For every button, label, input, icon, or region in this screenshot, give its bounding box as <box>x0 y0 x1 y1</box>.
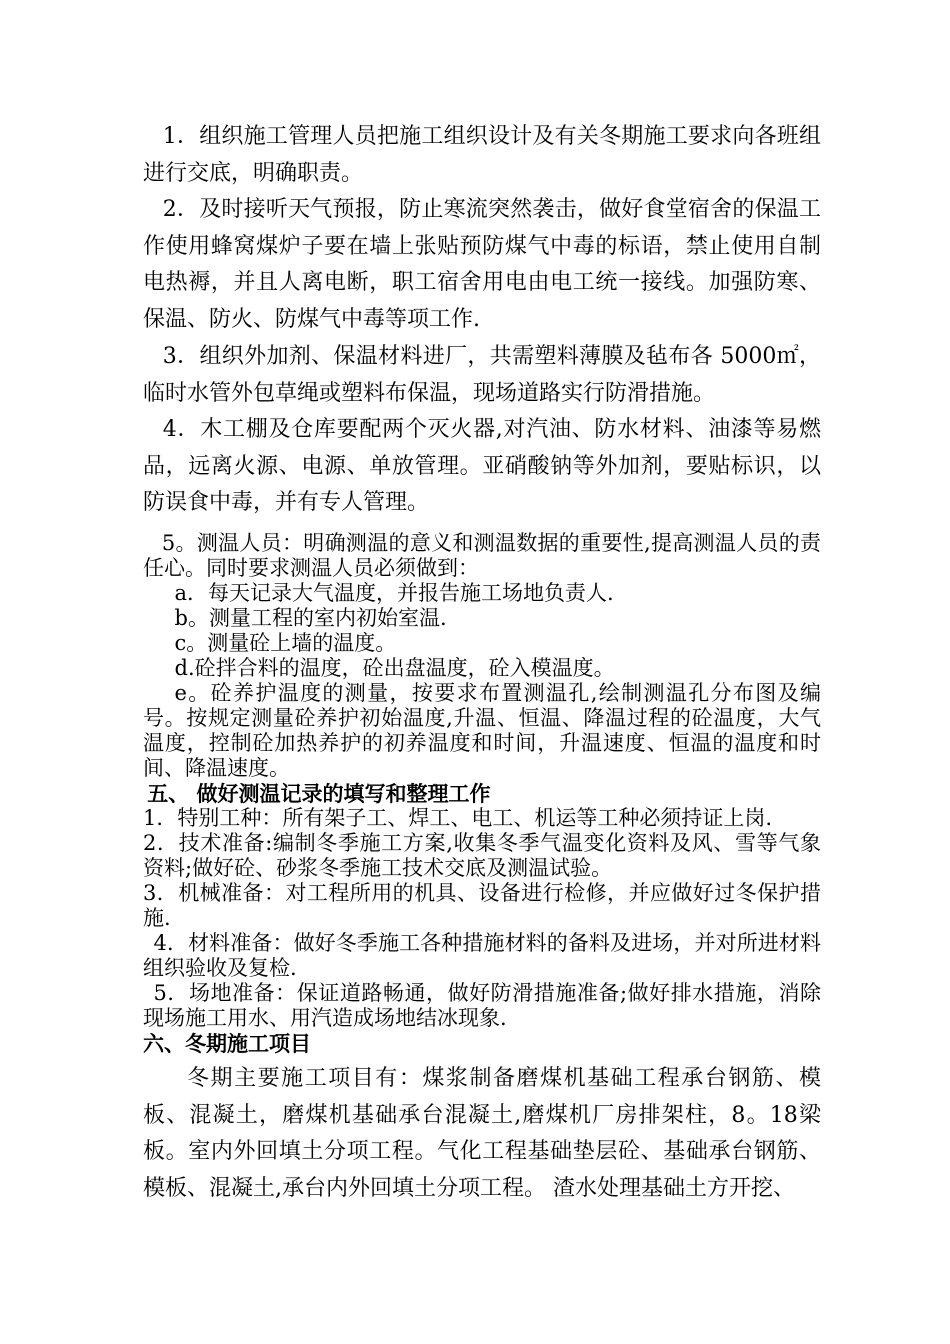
sub-item-c: c。测量砼上墙的温度。 <box>174 631 397 655</box>
paragraph-2: 2．及时接听天气预报，防止寒流突然袭击，做好食堂宿舍的保温工作使用蜂窝煤炉子要在墙上张贴预防煤气中毒的标语，禁止使用自制电热褥，并且人离电断，职工宿舍用电由电工统一接线。加强防寒、保温、防火、防煤气中毒等项工作. <box>143 197 821 332</box>
sub-item-b: b。测量工程的室内初始室温. <box>174 606 447 630</box>
prep-item-1: 1．特别工种：所有架子工、焊工、电工、机运等工种必须持证上岗. <box>143 806 773 830</box>
paragraph-3: 3．组织外加剂、保温材料进厂，共需塑料薄膜及毡布各 5000㎡，临时水管外包草绳或塑料布保温，现场道路实行防滑措施。 <box>143 344 821 406</box>
prep-item-2: 2．技术准备:编制冬季施工方案,收集冬季气温变化资料及风、雪等气象资料;做好砼、砂浆冬季施工技术交底及测温试验。 <box>143 831 821 880</box>
prep-item-4: 4．材料准备：做好冬季施工各种措施材料的备料及进场，并对所进材料组织验收及复检. <box>143 931 821 980</box>
sub-item-a: a．每天记录大气温度，并报告施工场地负责人. <box>174 581 614 605</box>
section-heading-6: 六、冬期施工项目 <box>143 1031 311 1056</box>
paragraph-4: 4．木工棚及仓库要配两个灭火器,对汽油、防水材料、油漆等易燃品，远离火源、电源、单放管理。亚硝酸钠等外加剂，要贴标识，以防误食中毒，并有专人管理。 <box>143 417 821 515</box>
paragraph-winter-items: 冬期主要施工项目有：煤浆制备磨煤机基础工程承台钢筋、模板、混凝土，磨煤机基础承台混凝土,磨煤机厂房排架柱，8。18梁板。室内外回填土分项工程。气化工程基础垫层砼、基础承台钢筋、模板、混凝土,承台内外回填土分项工程。 渣水处理基础土方开挖、 <box>143 1066 821 1201</box>
section-heading-5: 五、 做好测温记录的填写和整理工作 <box>147 781 491 806</box>
paragraph-1: 1．组织施工管理人员把施工组织设计及有关冬期施工要求向各班组进行交底，明确职责。 <box>143 124 821 186</box>
prep-item-3: 3．机械准备：对工程所用的机具、设备进行检修，并应做好过冬保护措施. <box>143 881 821 930</box>
prep-item-5: 5．场地准备：保证道路畅通，做好防滑措施准备;做好排水措施，消除现场施工用水、用汽造成场地结冰现象. <box>143 981 821 1030</box>
paragraph-5: 5。测温人员：明确测温的意义和测温数据的重要性,提高测温人员的责任心。同时要求测温人员必须做到： <box>143 531 821 580</box>
sub-item-e: e。砼养护温度的测量，按要求布置测温孔,绘制测温孔分布图及编号。按规定测量砼养护初始温度,升温、恒温、降温过程的砼温度，大气温度，控制砼加热养护的初养温度和时间，升温速度、恒温的温度和时间、降温速度。 <box>143 681 821 780</box>
sub-item-d: d.砼拌合料的温度，砼出盘温度，砼入模温度。 <box>174 656 615 680</box>
